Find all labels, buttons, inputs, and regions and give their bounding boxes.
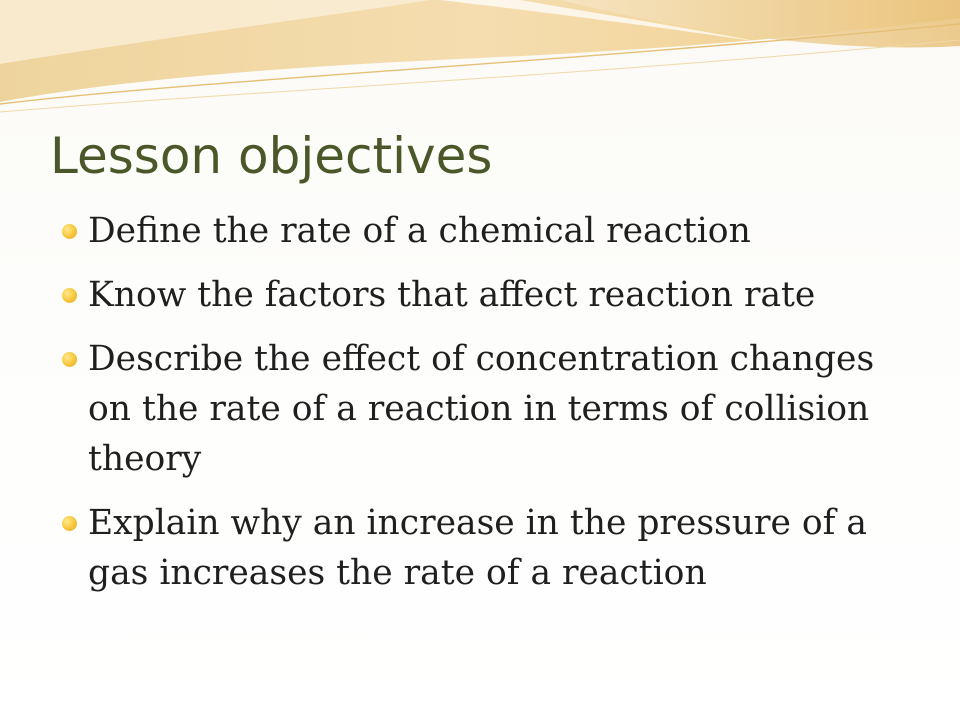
objective-text: Describe the effect of concentration changes on the rate of a reaction in terms of collision theory bbox=[88, 339, 875, 479]
objective-item bbox=[62, 206, 922, 256]
objective-item bbox=[62, 270, 922, 320]
round-bullet-icon bbox=[62, 352, 77, 367]
objective-text: Know the factors that affect reaction rate bbox=[88, 275, 816, 315]
slide-title: Lesson objectives bbox=[50, 127, 493, 185]
round-bullet-icon bbox=[62, 288, 77, 303]
objective-item bbox=[62, 334, 922, 484]
objective-text: Explain why an increase in the pressure of a gas increases the rate of a reaction bbox=[88, 503, 867, 593]
objectives-list bbox=[62, 206, 922, 612]
objective-text: Define the rate of a chemical reaction bbox=[88, 211, 751, 251]
decorative-swoosh bbox=[0, 0, 960, 130]
objective-item bbox=[62, 498, 922, 598]
round-bullet-icon bbox=[62, 224, 77, 239]
round-bullet-icon bbox=[62, 516, 77, 531]
